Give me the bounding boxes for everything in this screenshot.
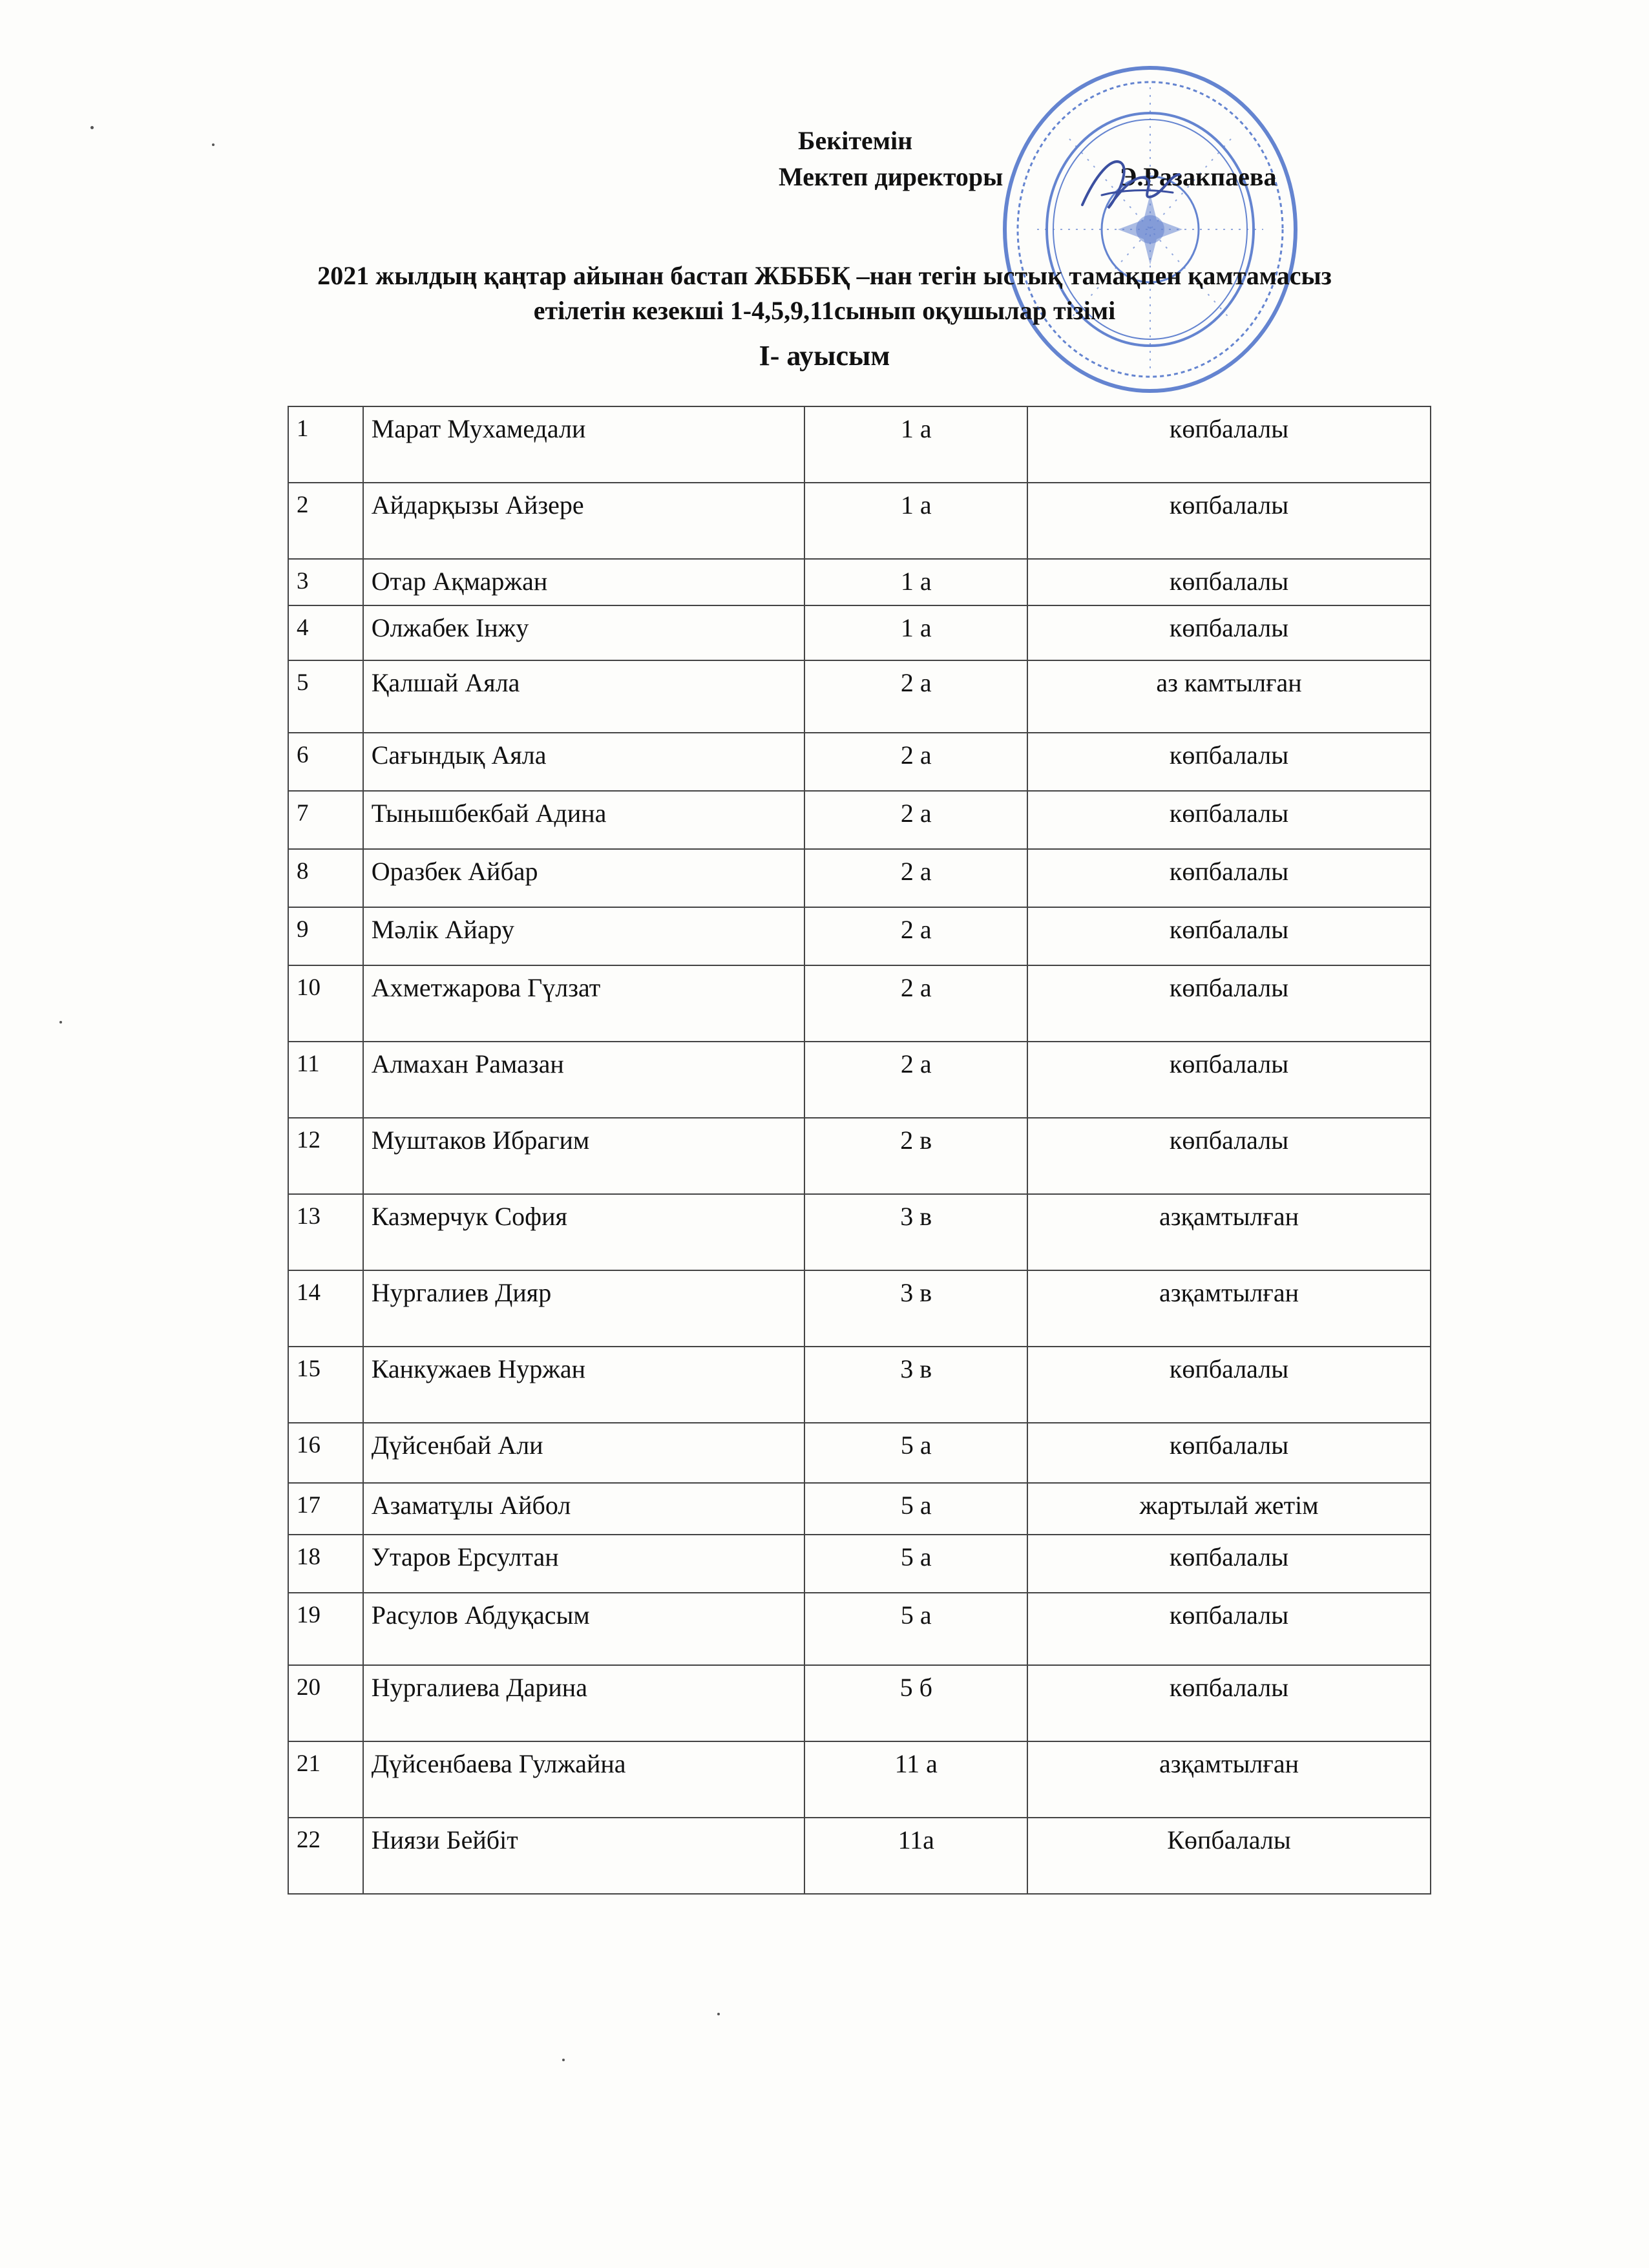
row-number: 6 (288, 733, 363, 791)
student-status: азқамтылған (1027, 1194, 1431, 1270)
student-class: 5 а (804, 1593, 1027, 1665)
student-name: Нургалиева Дарина (363, 1665, 805, 1741)
table-row (288, 559, 1431, 605)
student-name: Айдарқызы Айзере (363, 483, 805, 559)
approval-label: Бекітемін (798, 126, 913, 155)
student-class: 1 а (804, 605, 1027, 660)
students-table (288, 406, 1431, 1895)
student-status: Көпбалалы (1027, 1818, 1431, 1894)
student-status: аз камтылған (1027, 660, 1431, 733)
student-name: Отар Ақмаржан (363, 559, 805, 605)
row-number: 7 (288, 791, 363, 849)
student-name: Казмерчук София (363, 1194, 805, 1270)
row-number: 1 (288, 406, 363, 483)
student-name: Мәлік Айару (363, 907, 805, 965)
director-role: Мектеп директоры (779, 162, 1003, 191)
row-number: 10 (288, 965, 363, 1042)
student-name: Қалшай Аяла (363, 660, 805, 733)
table-row (288, 1423, 1431, 1483)
student-status: көпбалалы (1027, 605, 1431, 660)
shift-heading: І- ауысым (759, 340, 890, 372)
student-class: 5 б (804, 1665, 1027, 1741)
student-name: Утаров Ерсултан (363, 1535, 805, 1593)
title-line-2: етілетін кезекші 1-4,5,9,11сынып оқушылар тізімі (533, 296, 1116, 325)
row-number: 3 (288, 559, 363, 605)
row-number: 19 (288, 1593, 363, 1665)
student-status: көпбалалы (1027, 907, 1431, 965)
student-status: көпбалалы (1027, 849, 1431, 907)
table-row (288, 605, 1431, 660)
student-name: Нургалиев Дияр (363, 1270, 805, 1347)
table-row (288, 660, 1431, 733)
scan-speck (212, 143, 215, 146)
student-name: Ниязи Бейбіт (363, 1818, 805, 1894)
student-class: 2 в (804, 1118, 1027, 1194)
student-status: көпбалалы (1027, 1347, 1431, 1423)
student-name: Азаматұлы Айбол (363, 1483, 805, 1535)
student-class: 2 а (804, 791, 1027, 849)
table-row (288, 1194, 1431, 1270)
table-row (288, 406, 1431, 483)
director-signature (1076, 150, 1186, 221)
student-status: көпбалалы (1027, 483, 1431, 559)
student-class: 2 а (804, 733, 1027, 791)
student-name: Оразбек Айбар (363, 849, 805, 907)
table-row (288, 1042, 1431, 1118)
student-name: Тынышбекбай Адина (363, 791, 805, 849)
student-status: жартылай жетім (1027, 1483, 1431, 1535)
row-number: 8 (288, 849, 363, 907)
student-status: көпбалалы (1027, 965, 1431, 1042)
row-number: 14 (288, 1270, 363, 1347)
table-row (288, 1347, 1431, 1423)
student-status: көпбалалы (1027, 1118, 1431, 1194)
student-status: көпбалалы (1027, 1535, 1431, 1593)
scan-speck (59, 1021, 62, 1024)
student-class: 2 а (804, 1042, 1027, 1118)
table-row (288, 1270, 1431, 1347)
student-class: 1 а (804, 483, 1027, 559)
student-class: 5 а (804, 1483, 1027, 1535)
row-number: 11 (288, 1042, 363, 1118)
table-row (288, 1535, 1431, 1593)
row-number: 20 (288, 1665, 363, 1741)
scan-speck (562, 2059, 565, 2061)
title-line-1: 2021 жылдың қаңтар айынан бастап ЖБББҚ –нан тегін ыстық тамақпен қамтамасыз (317, 261, 1332, 290)
student-status: көпбалалы (1027, 406, 1431, 483)
table-row (288, 1818, 1431, 1894)
student-status: көпбалалы (1027, 1042, 1431, 1118)
document-title (0, 258, 1649, 328)
table-row (288, 1593, 1431, 1665)
student-name: Канкужаев Нуржан (363, 1347, 805, 1423)
student-class: 5 а (804, 1535, 1027, 1593)
row-number: 16 (288, 1423, 363, 1483)
scan-speck (717, 2013, 720, 2015)
student-name: Сағындық Аяла (363, 733, 805, 791)
student-status: көпбалалы (1027, 1593, 1431, 1665)
table-row (288, 907, 1431, 965)
table-row (288, 1741, 1431, 1818)
student-status: көпбалалы (1027, 1423, 1431, 1483)
table-row (288, 791, 1431, 849)
table-row (288, 483, 1431, 559)
student-class: 11а (804, 1818, 1027, 1894)
row-number: 9 (288, 907, 363, 965)
row-number: 2 (288, 483, 363, 559)
row-number: 12 (288, 1118, 363, 1194)
approval-block (779, 123, 1277, 195)
student-name: Алмахан Рамазан (363, 1042, 805, 1118)
table-row (288, 1483, 1431, 1535)
student-name: Марат Мухамедали (363, 406, 805, 483)
table-row (288, 849, 1431, 907)
student-class: 2 а (804, 965, 1027, 1042)
table-row (288, 1118, 1431, 1194)
table-row (288, 965, 1431, 1042)
student-class: 11 а (804, 1741, 1027, 1818)
row-number: 18 (288, 1535, 363, 1593)
student-class: 1 а (804, 406, 1027, 483)
table-row (288, 733, 1431, 791)
row-number: 22 (288, 1818, 363, 1894)
student-status: көпбалалы (1027, 733, 1431, 791)
student-name: Дүйсенбаева Гулжайна (363, 1741, 805, 1818)
student-name: Муштаков Ибрагим (363, 1118, 805, 1194)
student-status: азқамтылған (1027, 1741, 1431, 1818)
director-name: Э.Разакпаева (1119, 162, 1277, 191)
scan-speck (90, 126, 94, 129)
student-class: 2 а (804, 849, 1027, 907)
row-number: 5 (288, 660, 363, 733)
row-number: 4 (288, 605, 363, 660)
student-status: азқамтылған (1027, 1270, 1431, 1347)
student-name: Дүйсенбай Али (363, 1423, 805, 1483)
student-name: Расулов Абдуқасым (363, 1593, 805, 1665)
student-class: 3 в (804, 1347, 1027, 1423)
row-number: 15 (288, 1347, 363, 1423)
row-number: 21 (288, 1741, 363, 1818)
row-number: 13 (288, 1194, 363, 1270)
table-row (288, 1665, 1431, 1741)
student-class: 3 в (804, 1270, 1027, 1347)
student-class: 5 а (804, 1423, 1027, 1483)
student-class: 2 а (804, 907, 1027, 965)
student-class: 1 а (804, 559, 1027, 605)
student-class: 3 в (804, 1194, 1027, 1270)
student-status: көпбалалы (1027, 791, 1431, 849)
student-name: Олжабек Інжу (363, 605, 805, 660)
row-number: 17 (288, 1483, 363, 1535)
student-name: Ахметжарова Гүлзат (363, 965, 805, 1042)
student-status: көпбалалы (1027, 1665, 1431, 1741)
student-status: көпбалалы (1027, 559, 1431, 605)
student-class: 2 а (804, 660, 1027, 733)
